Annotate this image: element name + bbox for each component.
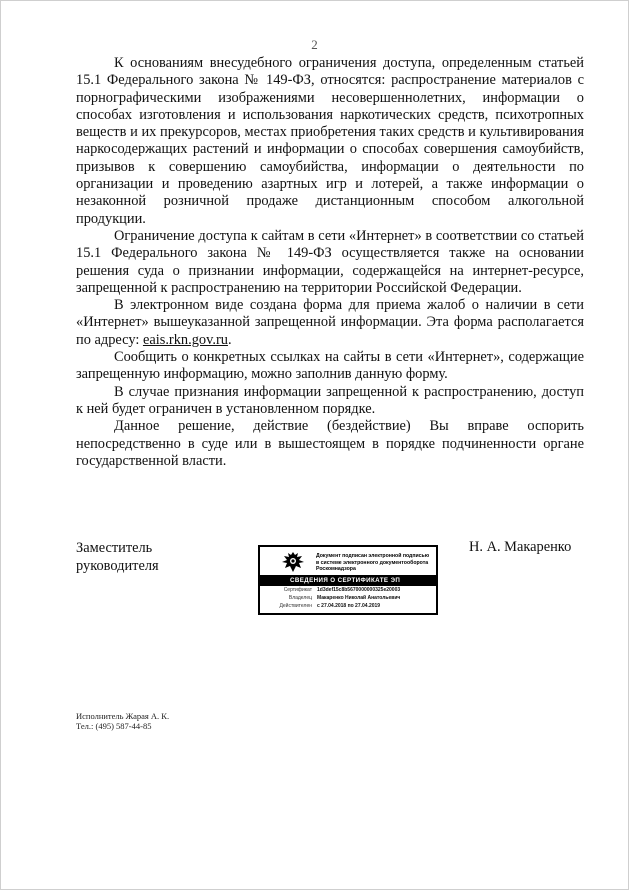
paragraph-form xyxy=(76,297,584,349)
stamp-row-owner xyxy=(260,594,436,602)
validity-value: с 27.04.2018 по 27.04.2019 xyxy=(317,603,381,609)
owner-label: Владелец xyxy=(288,595,312,601)
executor-name: Исполнитель Жарая А. К. xyxy=(76,711,170,721)
form-end: . xyxy=(227,331,232,348)
paragraph-grounds: К основаниям внесудебного ограничения доступа, определенным статьей 15.1 Федерального закона № 149-ФЗ, относятся: распространение материалов с порнографическими изображениями несовершеннолетних, информации о способах изготовления и использования наркотических средств, психотропных веществ и их прекурсоров, местах приобретения таких средств и культивирования наркосодержащих растений и информации о способах совершения самоубийств, призывов к совершению самоубийства, информации о деятельности по организации и проведению азартных игр и лотерей, а также информации о незаконной розничной продаже дистанционным способом алкогольной продукции. xyxy=(76,55,584,227)
paragraph-restriction: В случае признания информации запрещенной к распространению, доступ к ней будет ограничен в установленном порядке. xyxy=(76,383,584,417)
validity-label: Действителен xyxy=(279,603,312,609)
letter-body xyxy=(76,55,584,470)
stamp-row-validity xyxy=(260,602,436,610)
eais-link[interactable]: eais.rkn.gov.ru xyxy=(142,331,228,348)
certificate-value: 1d3def15c8b5670000000325e20003 xyxy=(317,587,401,593)
paragraph-appeal: Данное решение, действие (бездействие) Вы вправе оспорить непосредственно в суде или в вышестоящем в порядке подчиненности органе государственной власти. xyxy=(76,418,584,469)
signatory-name: Н. А. Макаренко xyxy=(469,539,572,555)
electronic-signature-stamp xyxy=(258,545,438,615)
stamp-row-certificate xyxy=(260,586,436,594)
signatory-title-line1: Заместитель xyxy=(76,540,153,556)
form-text: В электронном виде создана форма для приема жалоб о наличии в сети «Интернет» вышеуказанной запрещенной информации. Эта форма располагается по адресу: xyxy=(76,297,584,348)
owner-value: Макаренко Николай Анатольевич xyxy=(317,595,401,601)
executor-phone: Тел.: (495) 587-44-85 xyxy=(76,721,152,731)
executor-info xyxy=(76,711,169,731)
paragraph-report: Сообщить о конкретных ссылках на сайты в сети «Интернет», содержащие запрещенную информацию, можно заполнив данную форму. xyxy=(76,349,584,383)
certificate-label: Сертификат xyxy=(283,587,312,593)
signatory-title xyxy=(76,539,159,575)
stamp-organization: Документ подписан электронной подписью в системе электронного документооборота Роскомнадзора xyxy=(316,553,430,572)
coat-of-arms-icon xyxy=(280,550,306,574)
signatory-title-line2: руководителя xyxy=(76,558,159,574)
paragraph-court: Ограничение доступа к сайтам в сети «Интернет» в соответствии со статьей 15.1 Федерального закона № 149-ФЗ осуществляется также на основании решения суда о признании информации, содержащейся на интернет-ресурсе, запрещенной к распространению на территории Российской Федерации. xyxy=(76,227,584,296)
stamp-header: СВЕДЕНИЯ О СЕРТИФИКАТЕ ЭП xyxy=(260,575,436,586)
page-number: 2 xyxy=(311,37,318,52)
